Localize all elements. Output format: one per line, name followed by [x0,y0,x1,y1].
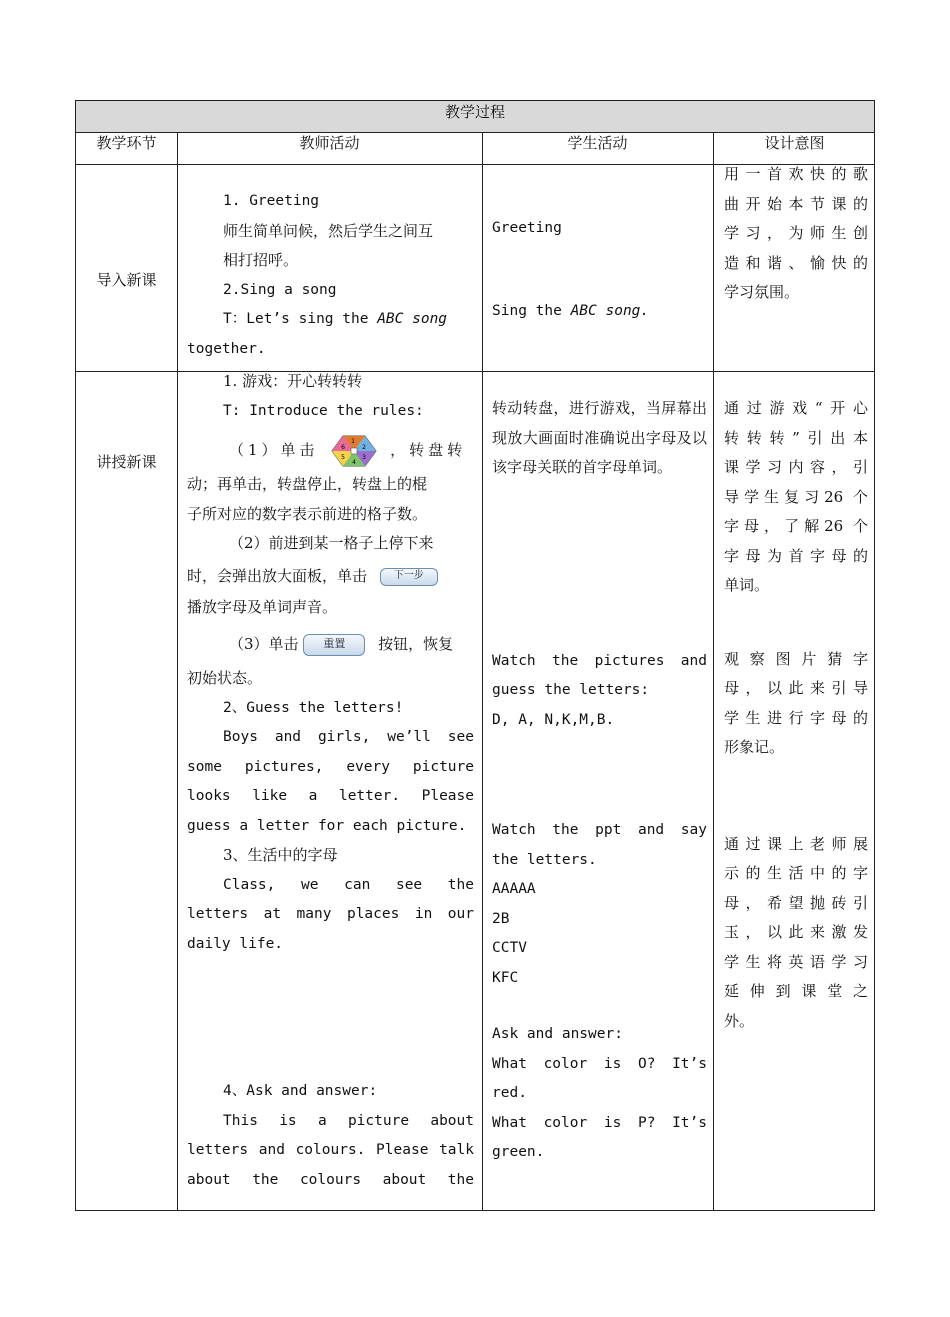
student-line: Watch the pictures and [492,652,707,669]
intent-line: 学习氛围。 [724,283,800,301]
intent-line: 课学习内容，引 [724,458,868,476]
intent-line: 玉，以此来激发 [724,923,868,941]
column-divider [482,132,483,1210]
intent-line: 母，希望抛砖引 [724,893,868,912]
header-design-intent: 设计意图 [764,134,825,152]
intent-line: 导学生复习26 个 [724,487,868,506]
student-line: Ask and answer: [492,1026,623,1042]
teacher-line: 3、生活中的字母 [223,846,338,864]
teacher-line: （1）单击 1 2 3 4 5 6 ，转盘转 [187,430,474,470]
teacher-line: letters and colours. Please talk [187,1142,474,1158]
next-step-button[interactable]: 下一步 [380,568,438,586]
teacher-line: 动；再单击，转盘停止，转盘上的棍 [187,475,428,493]
teacher-line: 1. Greeting [223,193,320,209]
teacher-line: 子所对应的数字表示前进的格子数。 [187,504,428,523]
intent-line: 用一首欢快的歌 [724,165,868,183]
reset-button[interactable]: 重置 [303,634,365,656]
student-line: KFC [492,969,519,986]
intent-line: 学生将英语学习 [724,952,868,971]
intent-line: 通过课上老师展 [724,834,868,853]
teacher-activity-new-lesson [187,367,474,1195]
teacher-line: 播放字母及单词声音。 [187,597,338,616]
intent-line: 形象记。 [724,738,785,756]
teacher-line: 2、Guess the letters! [223,699,404,716]
teacher-line: （2）前进到某一格子上停下来 [229,534,434,552]
intent-line: 观察图片猜字 [724,649,868,668]
table-title: 教学过程 [76,101,874,132]
student-line: green. [492,1144,545,1160]
student-activity-intro [492,214,707,326]
student-line: Sing the ABC song. [492,302,650,319]
wheel-number: 4 [352,459,357,466]
student-line: D, A, N,K,M,B. [492,711,615,728]
wheel-number: 5 [341,454,346,461]
intent-line: 外。 [724,1011,755,1030]
teacher-line: 2.Sing a song [223,281,337,298]
teacher-line: This is a picture about [223,1112,474,1129]
student-line: AAAAA [492,881,536,897]
student-line: CCTV [492,940,527,956]
wheel-number: 2 [362,444,367,451]
design-intent-new-lesson [724,394,868,1036]
stage-new-lesson: 讲授新课 [96,453,157,471]
student-line: the letters. [492,851,597,868]
design-intent-intro [724,160,868,308]
student-line: What color is O? It’s [492,1055,707,1072]
header-student-activity: 学生活动 [567,134,628,152]
student-line: red. [492,1085,527,1101]
lesson-process-table [75,100,875,1211]
intent-line: 造和谐、愉快的 [724,253,868,272]
student-paragraph: 转动转盘，进行游戏，当屏幕出现放大画面时准确说出字母及以该字母关联的首字母单词。 [492,399,707,476]
intent-line: 示的生活中的字 [724,864,868,882]
teacher-line: 师生简单问候，然后学生之间互 [223,221,434,240]
header-stage: 教学环节 [96,134,157,152]
intent-line: 通过游戏“开心 [724,399,868,417]
intent-line: 曲开始本节课的 [724,194,868,213]
wheel-number: 3 [362,454,367,461]
student-line: What color is P? It’s [492,1114,707,1131]
intent-line: 字母，了解26 个 [724,517,868,535]
teacher-line: about the colours about the [187,1171,474,1188]
spinner-wheel-icon[interactable] [331,434,377,468]
intent-line: 学习，为师生创 [724,224,868,242]
student-line: Greeting [492,220,562,236]
intent-line: 延伸到课堂之 [724,982,868,1000]
teacher-line: T：Let’s sing the ABC song [223,311,448,327]
teacher-line: 4、Ask and answer: [223,1083,378,1099]
student-line: Watch the ppt and say [492,822,707,838]
student-line: 2B [492,910,510,927]
teacher-line: 1. 游戏：开心转转转 [223,372,363,390]
column-divider [713,132,714,1210]
student-activity-new-lesson [492,394,707,1168]
teacher-line: （3）单击 重置 按钮，恢复 [187,624,474,664]
wheel-number: 1 [351,438,356,445]
teacher-line: T: Introduce the rules: [223,402,424,419]
student-line: guess the letters: [492,682,650,698]
intent-line: 母，以此来引导 [724,679,868,697]
teacher-line: 时，会弹出放大面板，单击 下一步 [187,559,474,593]
teacher-paragraph: Boys and girls, we’ll see some pictures, every picture looks like a letter. Please guess a letter for each picture. [187,729,474,834]
intent-line: 转转转”引出本 [724,428,868,447]
intent-line: 单词。 [724,576,770,594]
wheel-number: 6 [341,444,346,451]
teacher-line: 相打招呼。 [223,251,299,269]
column-divider [177,132,178,1210]
teacher-line: together. [187,340,266,357]
header-teacher-activity: 教师活动 [299,134,360,152]
stage-intro: 导入新课 [96,271,157,289]
teacher-line: 初始状态。 [187,669,263,687]
intent-line: 学生进行字母的 [724,708,868,727]
teacher-activity-intro [187,187,474,364]
teacher-paragraph: Class, we can see the letters at many places in our daily life. [187,876,474,952]
intent-line: 字母为首字母的 [724,546,868,565]
